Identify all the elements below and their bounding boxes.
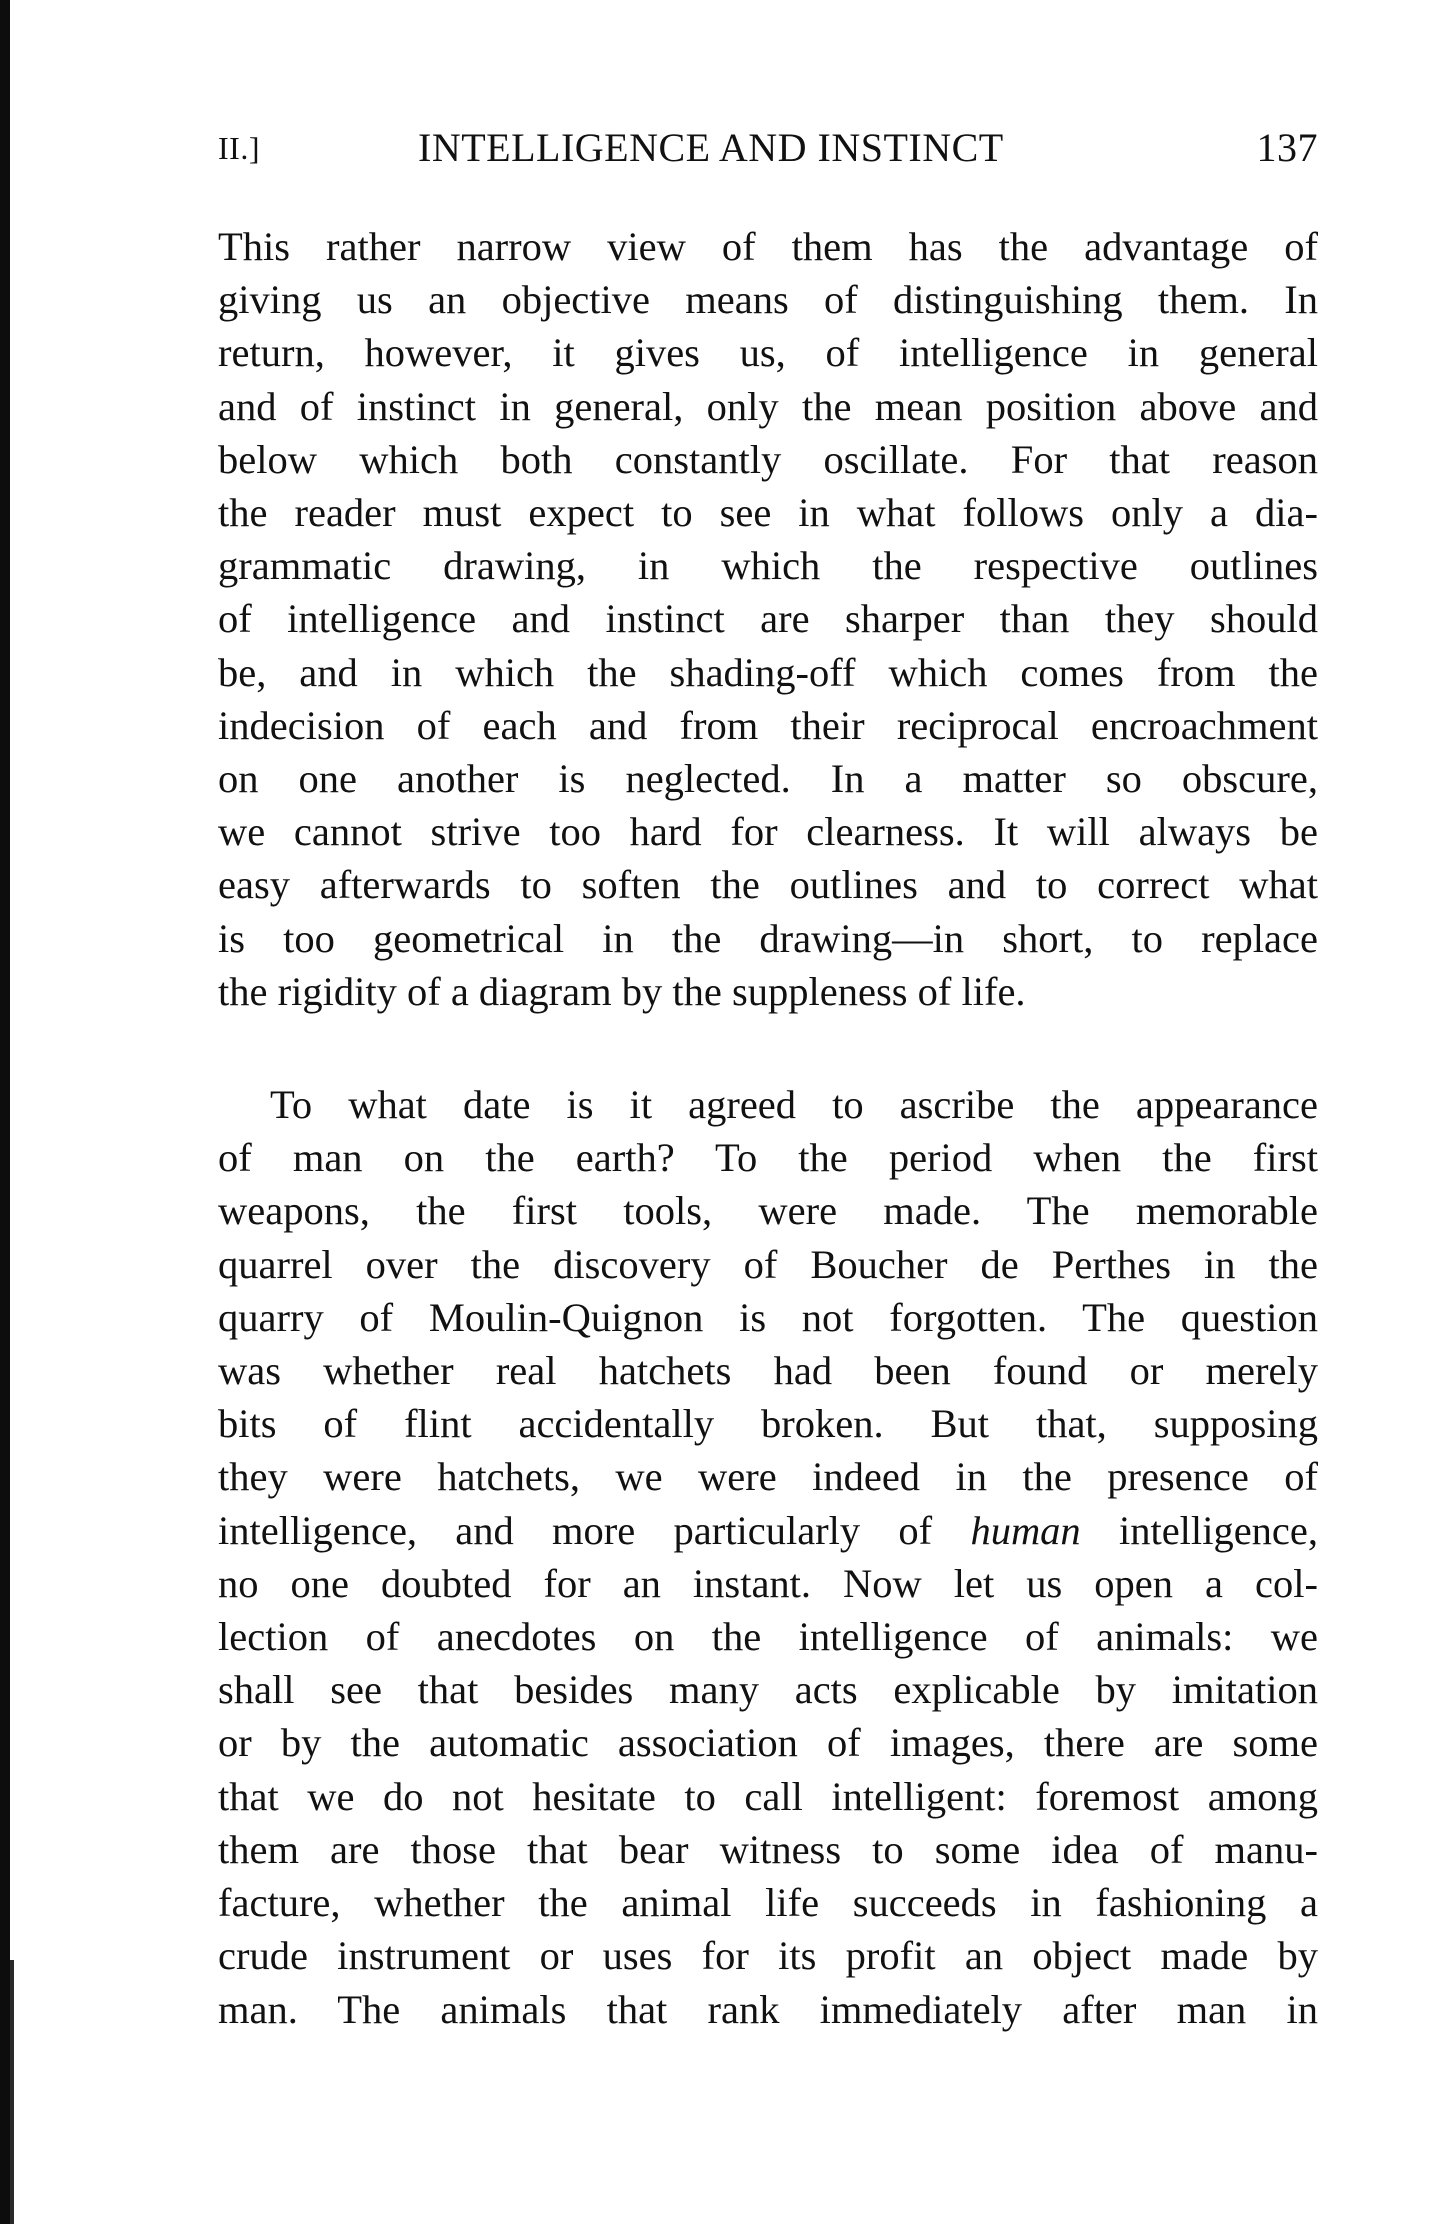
text-line: giving us an objective means of distinguishing them. In: [218, 277, 1318, 323]
text-line: crude instrument or uses for its profit an object made by: [218, 1933, 1318, 1979]
page-binding-shadow: [10, 1960, 14, 2224]
text-line: no one doubted for an instant. Now let us open a col-: [218, 1560, 1318, 1606]
text-segment: intelligence,: [1118, 1507, 1318, 1553]
text-line-with-emphasis: [218, 1504, 1318, 1557]
text-segment: intelligence, and more particularly of: [218, 1507, 933, 1553]
text-line: indecision of each and from their reciprocal encroachment: [218, 702, 1318, 748]
emphasized-word: human: [970, 1507, 1081, 1553]
text-line: and of instinct in general, only the mean position above and: [218, 383, 1318, 429]
text-line: they were hatchets, we were indeed in the presence of: [218, 1454, 1318, 1500]
text-line: quarry of Moulin-Quignon is not forgotten. The question: [218, 1294, 1318, 1340]
text-line: of man on the earth? To the period when the first: [218, 1135, 1318, 1181]
page-number: 137: [1256, 125, 1318, 170]
text-line: To what date is it agreed to ascribe the appearance: [270, 1082, 1318, 1128]
text-line: quarrel over the discovery of Boucher de Perthes in the: [218, 1241, 1318, 1287]
text-line: be, and in which the shading-off which comes from the: [218, 649, 1318, 695]
text-line: return, however, it gives us, of intelligence in general: [218, 330, 1318, 376]
paragraph-2: [218, 1078, 1318, 2036]
text-line: easy afterwards to soften the outlines and to correct what: [218, 862, 1318, 908]
text-line: lection of anecdotes on the intelligence of animals: we: [218, 1614, 1318, 1660]
text-line: below which both constantly oscillate. For that reason: [218, 436, 1318, 482]
text-line: man. The animals that rank immediately after man in: [218, 1986, 1318, 2032]
text-line: bits of flint accidentally broken. But that, supposing: [218, 1401, 1318, 1447]
text-line: was whether real hatchets had been found or merely: [218, 1348, 1318, 1394]
paragraph-1: [218, 220, 1318, 1018]
running-title: INTELLIGENCE AND INSTINCT: [418, 125, 1004, 170]
text-line: This rather narrow view of them has the advantage of: [218, 224, 1318, 269]
text-line: weapons, the first tools, were made. The memorable: [218, 1188, 1318, 1234]
text-line: of intelligence and instinct are sharper than they should: [218, 596, 1318, 642]
text-line: facture, whether the animal life succeeds in fashioning a: [218, 1880, 1318, 1926]
text-line: shall see that besides many acts explicable by imitation: [218, 1667, 1318, 1713]
text-line: or by the automatic association of images, there are some: [218, 1720, 1318, 1766]
text-line: grammatic drawing, in which the respective outlines: [218, 543, 1318, 589]
text-line: the rigidity of a diagram by the suppleness of life.: [218, 968, 1026, 1014]
text-line: that we do not hesitate to call intelligent: foremost among: [218, 1773, 1318, 1819]
text-line: we cannot strive too hard for clearness. It will always be: [218, 809, 1318, 855]
text-line: is too geometrical in the drawing—in short, to replace: [218, 915, 1318, 961]
text-line: on one another is neglected. In a matter so obscure,: [218, 756, 1318, 802]
chapter-marker: II.]: [218, 130, 260, 166]
book-page: [218, 118, 1318, 2036]
running-head: [218, 118, 1318, 178]
text-line: them are those that bear witness to some idea of manu-: [218, 1826, 1318, 1872]
text-line: the reader must expect to see in what follows only a dia-: [218, 490, 1318, 536]
page-binding-edge: [0, 0, 10, 2224]
